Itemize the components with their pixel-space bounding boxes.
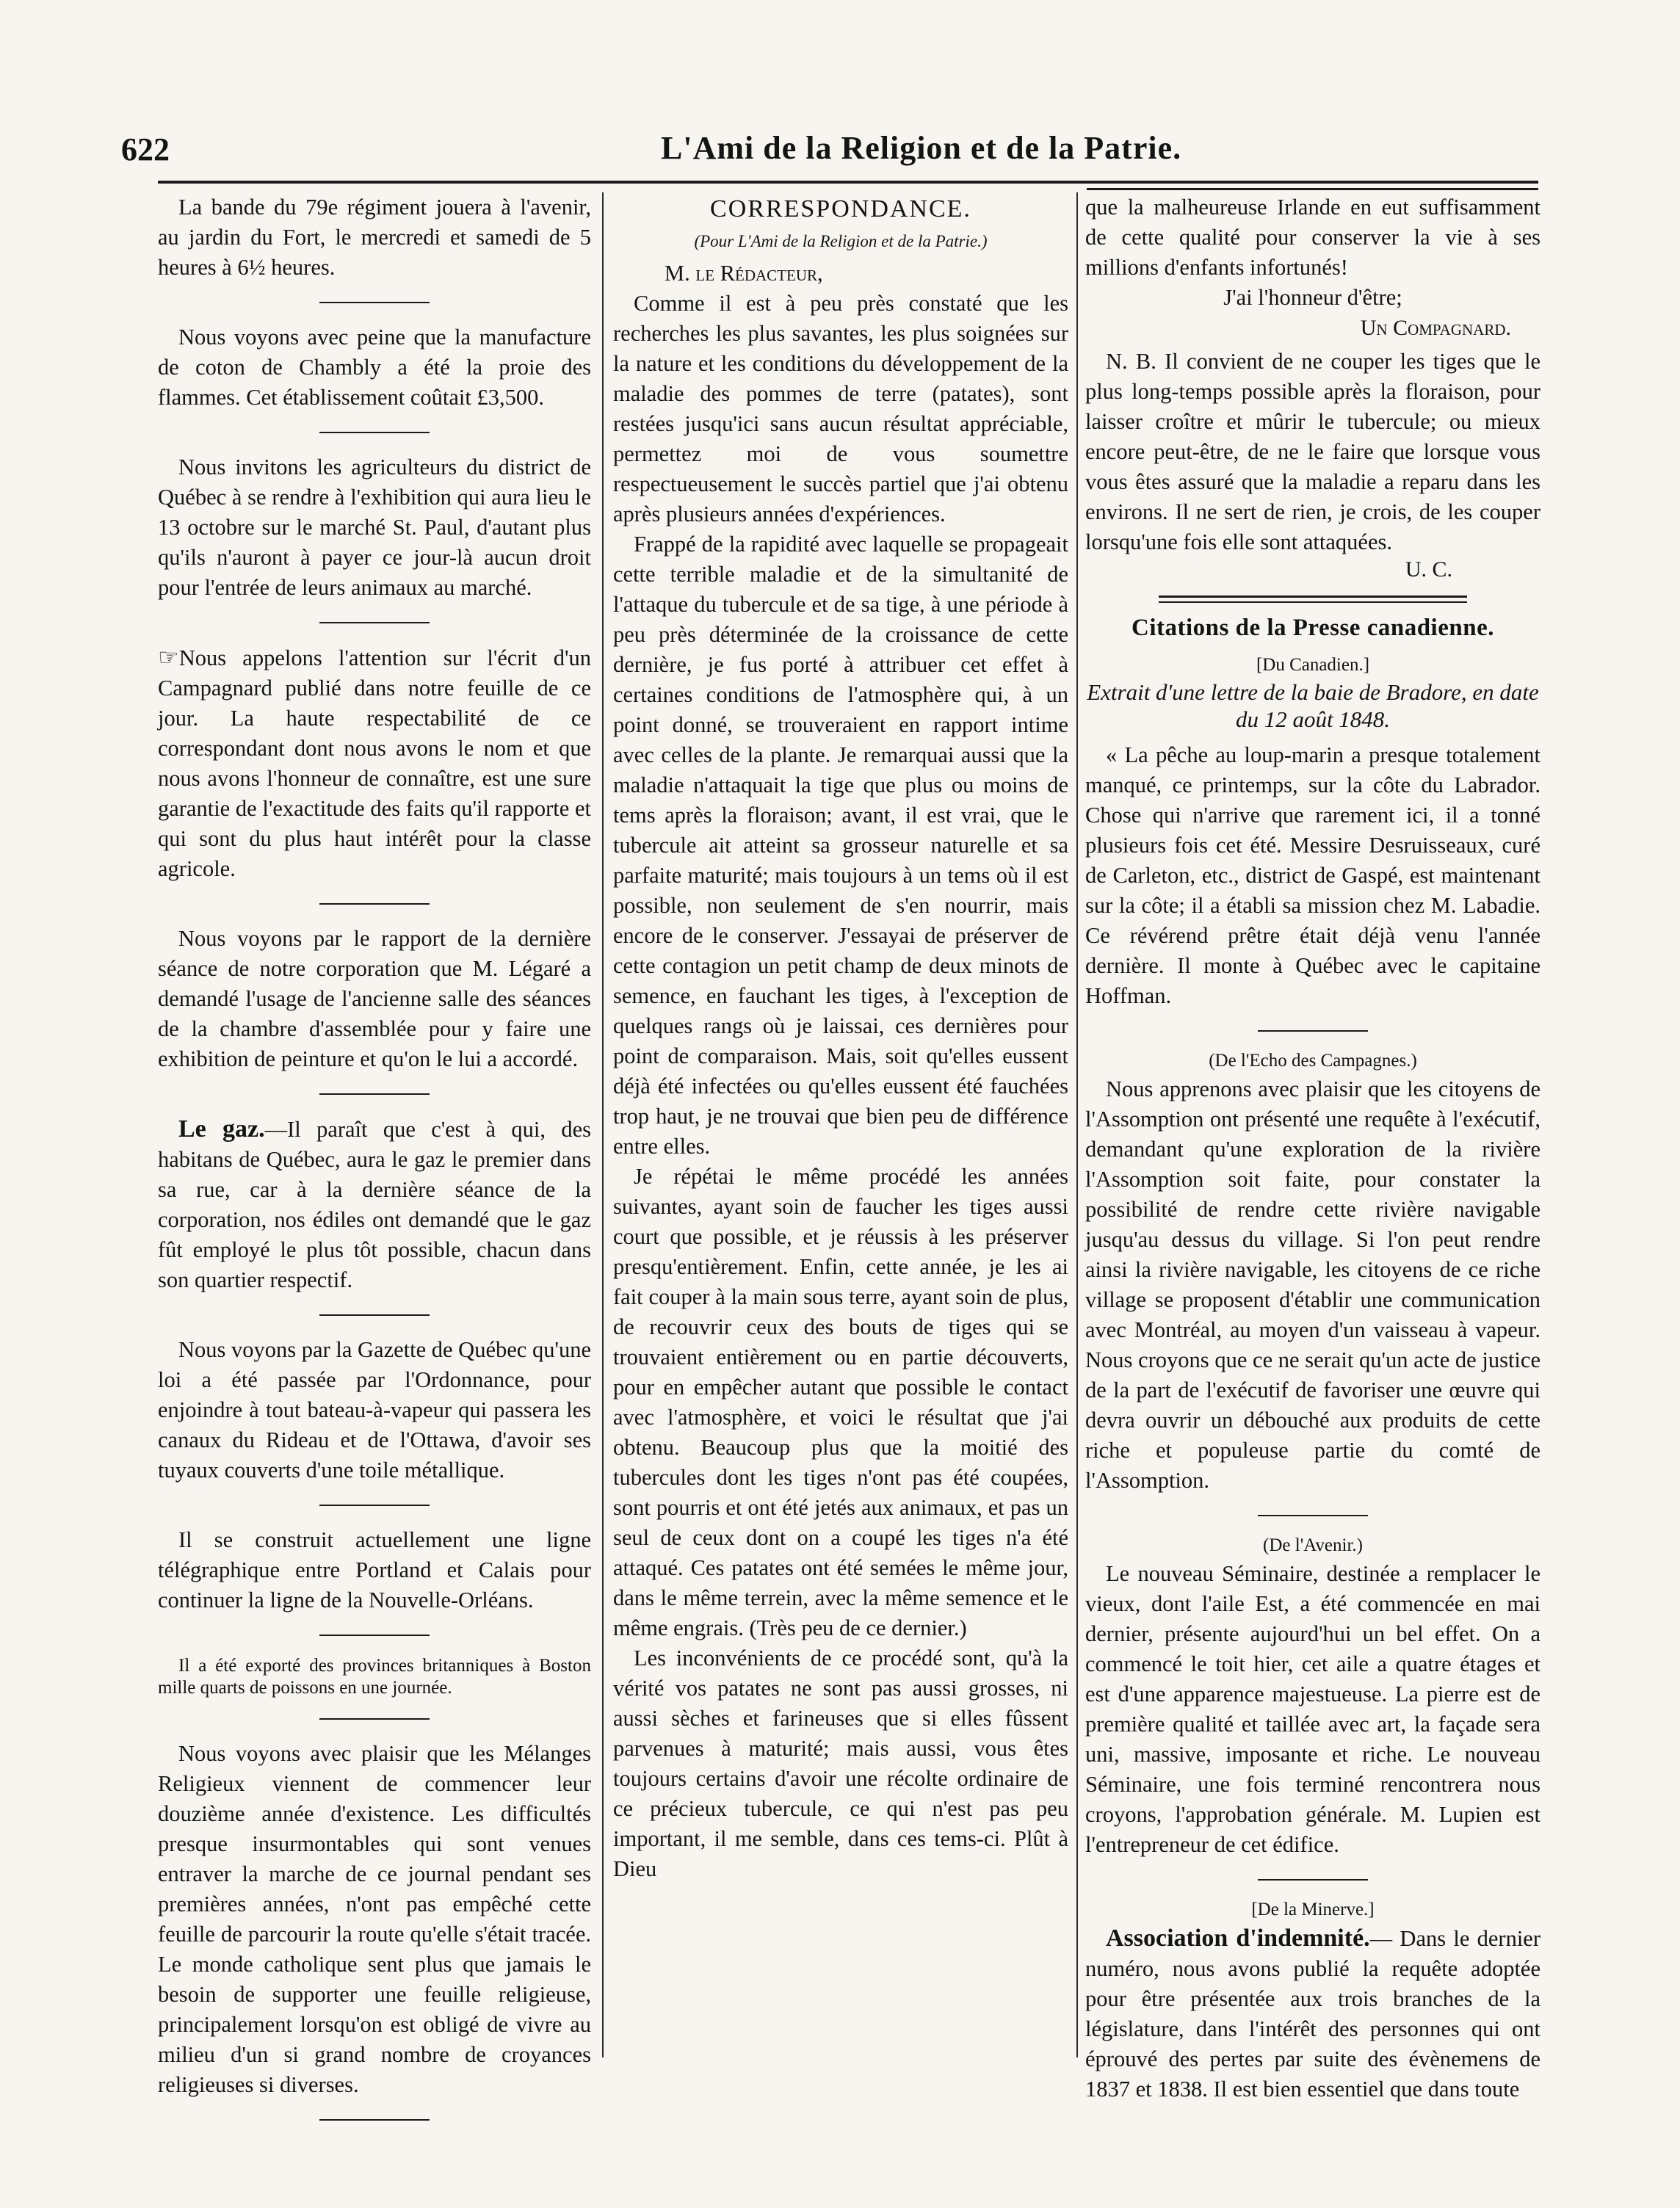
separator-rule	[319, 1718, 430, 1720]
letter-signature: Un Compagnard.	[1360, 316, 1511, 340]
section-heading: Citations de la Presse canadienne.	[1132, 615, 1494, 641]
source-label: (De l'Echo des Campagnes.)	[1209, 1051, 1417, 1071]
column-rule	[602, 192, 604, 2057]
separator-rule	[319, 2119, 430, 2121]
column-middle	[613, 192, 1068, 1884]
page-number: 622	[121, 131, 170, 167]
news-item: Nous voyons par la Gazette de Québec qu'une loi a été passée par l'Ordonnance, pour enjoindre à tout bateau-à-vapeur qui passera les canaux du Rideau et de l'Ottawa, d'avoir ses tuyaux couverts d'une toile métallique.	[158, 1337, 591, 1483]
news-item: Nous voyons avec plaisir que les Mélanges Religieux viennent de commencer leur douzième année d'existence. Les difficultés presque insurmontables qui sont venues entraver la marche de ce journal pendant ses premières années, n'ont pas empêché cette feuille de parcourir la route qu'elle s'était tracée. Le monde catholique sent plus que jamais le besoin de supporter une feuille religieuse, principalement lorsqu'on est obligé de vivre au milieu d'un si grand nombre de croyances religieuses si diverses.	[158, 1741, 591, 2097]
extract-paragraph: Nous apprenons avec plaisir que les citoyens de l'Assomption ont présenté une requête à l'exécutif, demandant qu'une exploration de la rivière l'Assomption soit faite, pour constater la possibilité de rendre cette rivière navigable jusqu'au dessus du village. Si l'on peut rendre ainsi la rivière navigable, les citoyens de ce riche village se proposent d'établir une communication avec Montréal, au moyen d'un vaisseau à vapeur. Nous croyons que ce ne serait qu'un acte de justice de la part de l'exécutif de favoriser une œuvre qui devra ouvrir un débouché aux produits de cette riche et populeuse partie du comté de l'Assomption.	[1085, 1076, 1540, 1493]
pointing-hand-icon: ☞	[158, 644, 179, 670]
news-item: ☞Nous appelons l'attention sur l'écrit d'un Campagnard publié dans notre feuille de ce jour. La haute respectabilité de ce correspondant dont nous avons le nom et que nous avons l'honneur de connaître, est une sure garantie de l'exactitude des faits qu'il rapporte et qui sont du plus haut intérêt pour la classe agricole.	[158, 644, 591, 881]
item-lead: Association d'indemnité.	[1106, 1925, 1370, 1952]
item-lead: Le gaz.	[178, 1115, 265, 1143]
extract-paragraph: Le nouveau Séminaire, destinée a remplacer le vieux, dont l'aile Est, a été commencée en mai dernier, présente aujourd'hui un bel effet. On a commencé le toit hier, cet aile a quatre étages et est d'une apparence majestueuse. La pierre est de première qualité et taillée avec art, la façade sera uni, massive, imposante et riche. Le nouveau Séminaire, une fois terminé rencontrera nous croyons, l'approbation générale. M. Lupien est l'entrepreneur de cet édifice.	[1085, 1561, 1540, 1857]
column-right	[1085, 192, 1540, 2104]
letter-paragraph: Je répétai le même procédé les années suivantes, ayant soin de faucher les tiges aussi court que possible, et je réussis à les préserver presqu'entièrement. Enfin, cette année, je les ai fait couper à la main sous terre, ayant soin de plus, de recouvrir ceux des bouts de tiges qui se trouvaient entièrement ou en partie découverts, pour en empêcher autant que possible le contact avec l'atmosphère, et voici le résultat que j'ai obtenu. Beaucoup plus que la moitié des tubercules dont les tiges n'ont pas été coupées, sont pourris et ont été jetés aux animaux, et pas un seul de ceux dont on a coupé les tiges n'a été attaqué. Ces patates ont été semées le même jour, dans le même terrein, avec la même semence et le même engrais. (Très peu de ce dernier.)	[613, 1164, 1068, 1640]
separator-rule	[319, 1505, 430, 1506]
news-item-small: Il a été exporté des provinces britanniques à Boston mille quarts de poissons en une journée.	[158, 1656, 591, 1698]
news-item: Nous voyons par le rapport de la dernière séance de notre corporation que M. Légaré a demandé l'usage de l'ancienne salle des séances de la chambre d'assemblée pour y faire une exhibition de peinture et qu'on le lui a accordé.	[158, 926, 591, 1071]
letter-paragraph: Comme il est à peu près constaté que les recherches les plus savantes, les plus soignées sur la nature et les conditions du développement de la maladie des pommes de terre (patates), sont restées jusqu'ici sans aucun résultat appréciable, permettez moi de vous soumettre respectueusement le succès partiel que j'ai obtenu après plusieurs années d'expériences.	[613, 291, 1068, 526]
news-item: Nous voyons avec peine que la manufacture de coton de Chambly a été la proie des flammes. Cet établissement coûtait £3,500.	[158, 325, 591, 410]
separator-rule	[319, 432, 430, 433]
separator-rule	[319, 1635, 430, 1636]
column-left	[158, 192, 591, 2140]
news-item: Nous invitons les agriculteurs du district de Québec à se rendre à l'exhibition qui aura lieu le 13 octobre sur le marché St. Paul, d'autant plus qu'ils n'auront à payer ce jour-là aucun droit pour l'entrée de leurs animaux au marché.	[158, 455, 591, 600]
separator-rule	[319, 903, 430, 905]
separator-rule	[1258, 1515, 1368, 1516]
source-label: [Du Canadien.]	[1256, 655, 1370, 675]
news-item: Le gaz.—Il paraît que c'est à qui, des habitans de Québec, aura le gaz le premier dans sa rue, car à la dernière séance de la corporation, nos édiles ont demandé que le gaz fût employé le plus tôt possible, chacun dans son quartier respectif.	[158, 1115, 591, 1292]
extract-paragraph: « La pêche au loup-marin a presque totalement manqué, ce printemps, sur la côte du Labrador. Chose qui n'arrive que rarement ici, il a tonné plusieurs fois cet été. Messire Desruisseaux, curé de Carleton, etc., district de Gaspé, est maintenant sur la côte; il a établi sa mission chez M. Labadie. Ce révérend prêtre était déjà venu l'année dernière. Il monte à Québec avec le capitaine Hoffman.	[1085, 742, 1540, 1008]
source-label: (De l'Avenir.)	[1263, 1535, 1363, 1555]
news-item: La bande du 79e régiment jouera à l'avenir, au jardin du Fort, le mercredi et samedi de 5 heures à 6½ heures.	[158, 195, 591, 280]
extract-title: Extrait d'une lettre de la baie de Bradore, en date du 12 août 1848.	[1087, 679, 1539, 732]
letter-paragraph: que la malheureuse Irlande en eut suffisamment de cette qualité pour conserver la vie à ses millions d'enfants infortunés!	[1085, 195, 1540, 280]
salutation: M. le Rédacteur,	[665, 261, 823, 286]
letter-paragraph: Les inconvénients de ce procédé sont, qu'à la vérité vos patates ne sont pas aussi grosses, ni aussi sèches et farineuses que si elles fûssent parvenues à maturité; mais aussi, vous êtes toujours certains d'avoir une récolte ordinaire de ce précieux tubercule, ce qui n'est pas peu important, il me semble, dans ces tems-ci. Plût à Dieu	[613, 1646, 1068, 1881]
extract-paragraph: Association d'indemnité.— Dans le dernier numéro, nous avons publié la requête adoptée pour être présentée aux trois branches de la législature, dans l'intérêt des personnes qui ont éprouvé des pertes par suite des évènemens de 1837 et 1838. Il est bien essentiel que dans toute	[1085, 1925, 1540, 2102]
source-note: (Pour L'Ami de la Religion et de la Patrie.)	[694, 232, 988, 250]
letter-paragraph: Frappé de la rapidité avec laquelle se propageait cette terrible maladie et de la simultanité de l'attaque du tubercule et de sa tige, à une période à peu près déterminée de la croissance de cette dernière, je fus porté à attribuer cet effet à certaines conditions de l'atmosphère qui, à un point donné, se trouveraient en rapport intime avec celles de la plante. Je remarquai aussi que la maladie n'attaquait la tige que plus ou moins de tems après la floraison; avant, il est vrai, que le tubercule ait atteint sa grosseur naturelle et sa parfaite maturité; mais toujours à un tems où il est possible, non seulement de s'en nourrir, mais encore de le conserver. J'essayai de préserver de cette contagion un petit champ de deux minots de semence, en fauchant les tiges, à l'exception de quelques rangs où je laissai, ces dernières pour point de comparaison. Mais, soit qu'elles eussent déjà été infectées ou qu'elles eussent été fauchées trop haut, je ne trouvai que bien peu de différence entre elles.	[613, 532, 1068, 1159]
letter-closing: J'ai l'honneur d'être;	[1223, 285, 1402, 310]
source-label: [De la Minerve.]	[1251, 1900, 1375, 1919]
separator-rule	[1258, 1879, 1368, 1881]
header-rule	[158, 181, 1538, 184]
column-rule	[1076, 192, 1078, 2057]
postscript-initials: U. C.	[1405, 557, 1452, 582]
postscript: N. B. Il convient de ne couper les tiges que le plus long-temps possible après la floraison, pour laisser croître et mûrir le tubercule; ou mieux encore peut-être, de ne le faire que lorsque vous vous êtes assuré que la maladie a reparu dans les environs. Il ne sert de rien, je crois, de les couper lorsqu'une fois elle sont attaquées.	[1085, 349, 1540, 554]
separator-rule	[319, 302, 430, 303]
news-item: Il se construit actuellement une ligne télégraphique entre Portland et Calais pour continuer la ligne de la Nouvelle-Orléans.	[158, 1527, 591, 1612]
section-heading: CORRESPONDANCE.	[710, 195, 971, 222]
running-title: L'Ami de la Religion et de la Patrie.	[661, 130, 1182, 166]
separator-rule	[319, 1093, 430, 1095]
separator-rule	[319, 622, 430, 623]
header-rule-secondary	[1087, 188, 1538, 190]
separator-rule	[1258, 1030, 1368, 1032]
section-rule	[1159, 596, 1467, 603]
separator-rule	[319, 1314, 430, 1316]
